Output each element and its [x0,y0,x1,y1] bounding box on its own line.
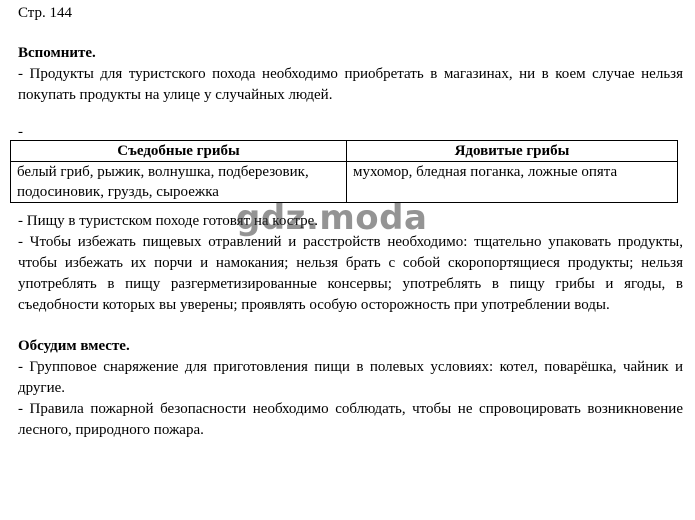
recall-heading: Вспомните. [18,45,96,61]
recall-paragraph: - Продукты для туристского похода необходимо приобретать в магазинах, ни в коем случае нельзя покупать продукты на улице у случайных людей. [18,66,683,103]
campfire-cooking-line: - Пищу в туристском походе готовят на костре. [18,213,319,229]
page-number: Стр. 144 [18,5,73,21]
discuss-section [18,335,683,441]
group-equipment-paragraph: - Групповое снаряжение для приготовления пищи в полевых условиях: котел, поварёшка, чайник и другие. [18,359,683,396]
watermark-logo: gdz.moda [236,198,428,238]
poisonous-header: Ядовитые грибы [347,141,678,162]
discuss-heading: Обсудим вместе. [18,338,130,354]
answers-block [18,211,683,316]
edible-header: Съедобные грибы [11,141,347,162]
mushroom-table [10,140,678,203]
poisonous-mushrooms-cell: мухомор, бледная поганка, ложные опята [347,162,678,203]
table-header-row [11,141,678,162]
edible-mushrooms-cell: белый гриб, рыжик, волнушка, подберезовик, подосиновик, груздь, сыроежка [11,162,347,203]
table-dash: - [18,124,23,140]
fire-safety-paragraph: - Правила пожарной безопасности необходимо соблюдать, чтобы не спровоцировать возникновение лесного, природного пожара. [18,401,683,438]
table-row [11,162,678,203]
food-safety-paragraph: - Чтобы избежать пищевых отравлений и расстройств необходимо: тщательно упаковать продукты, чтобы избежать их порчи и намокания; нельзя брать с собой скоропортящиеся продукты; нельзя употреблять в пищу разгерметизированные консервы; употреблять в пищу грибы и ягоды, в съедобности которых вы уверены; проявлять особую осторожность при употреблении воды. [18,234,683,313]
document-page [18,2,683,441]
